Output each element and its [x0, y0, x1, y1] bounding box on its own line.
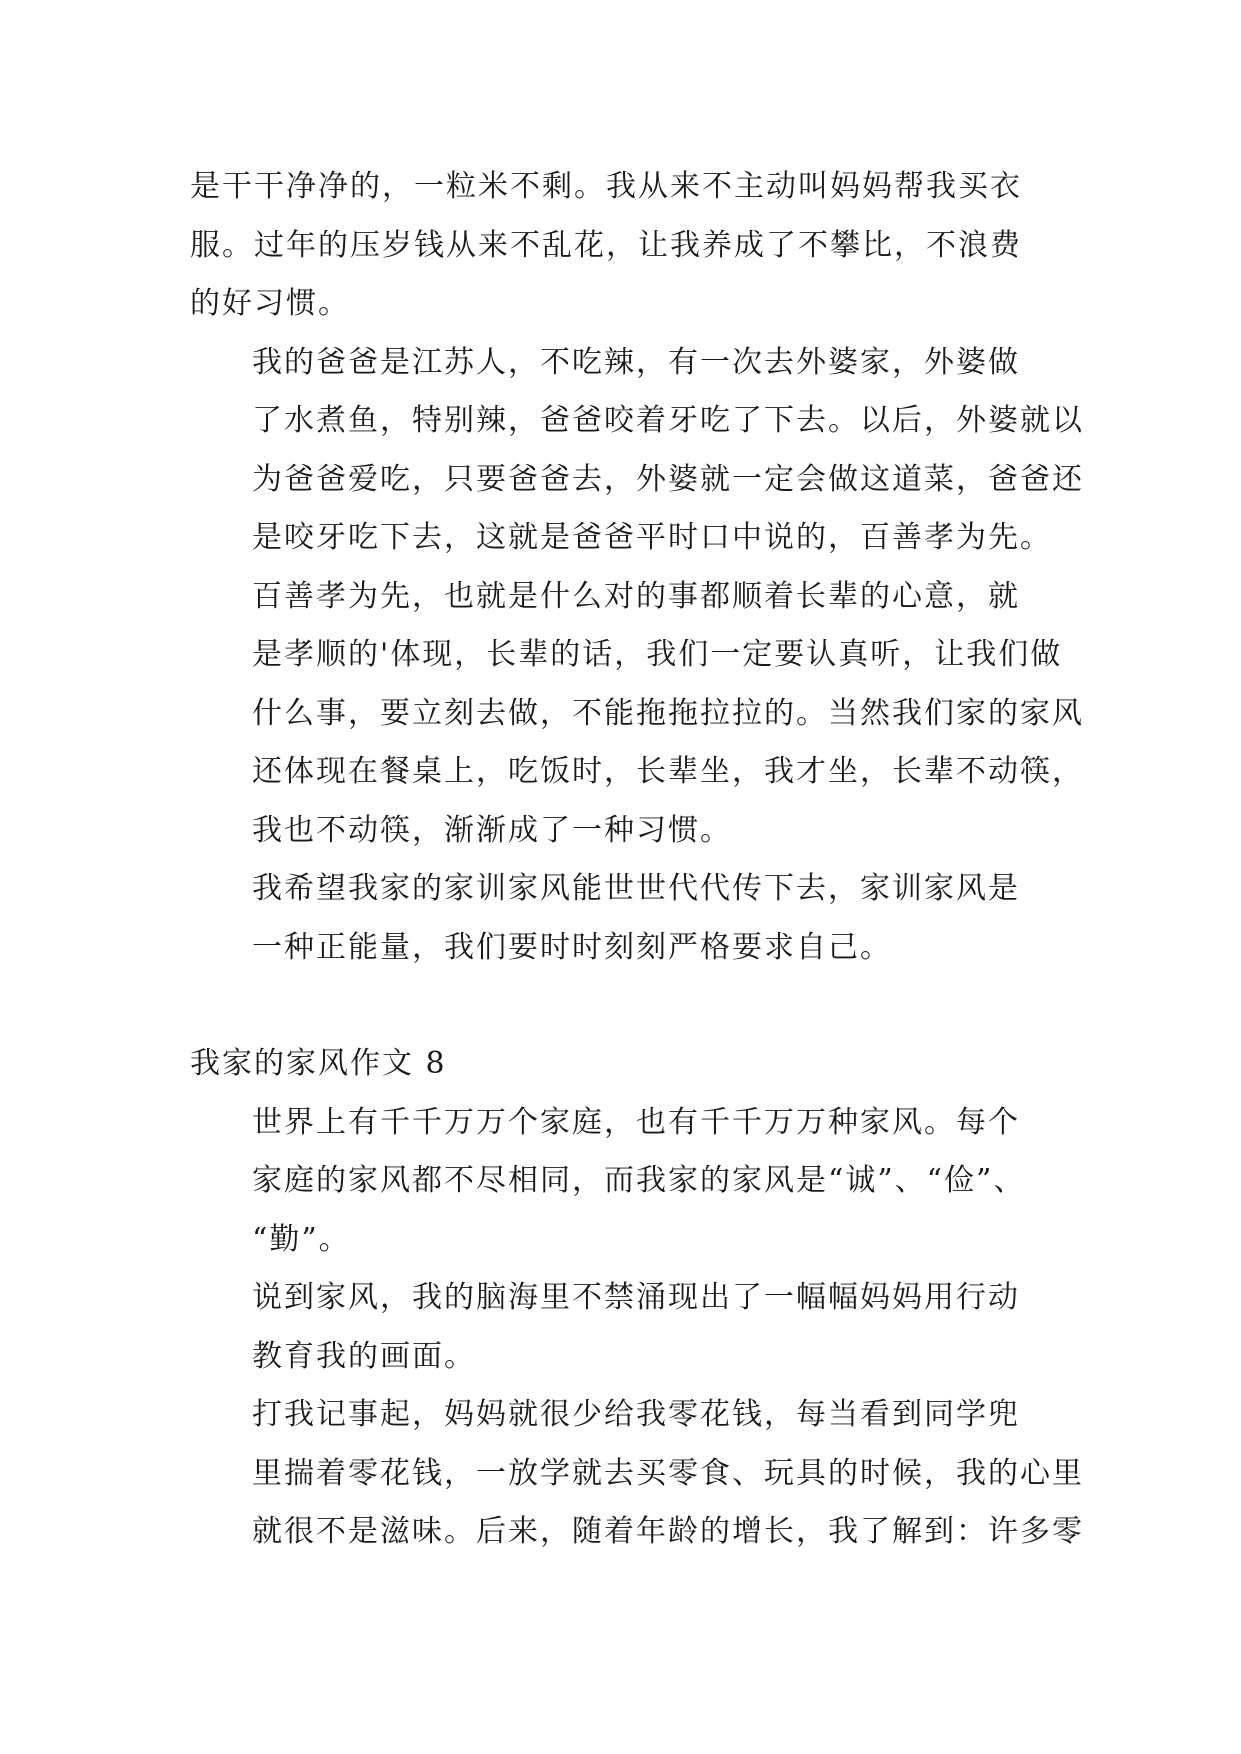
paragraph: [190, 1269, 1070, 1386]
text-line: 一种正能量，我们要时时刻刻严格要求自己。: [252, 929, 892, 965]
text-line: 教育我的画面。: [252, 1338, 476, 1374]
text-line: 百善孝为先，也就是什么对的事都顺着长辈的心意，就: [252, 578, 1020, 614]
paragraph: [190, 1094, 1070, 1270]
text-line: 家庭的家风都不尽相同，而我家的家风是“诚”、“俭”、: [252, 1163, 1026, 1198]
document-body: [190, 158, 1084, 1562]
text-line: 了水煮鱼，特别辣，爸爸咬着牙吃了下去。以后，外婆就以: [252, 403, 1084, 438]
text-line: 是干干净净的，一粒米不剩。我从来不主动叫妈妈帮我买衣: [190, 169, 1022, 204]
paragraph: [190, 1386, 1084, 1562]
text-line: 我家的家风作文 8: [190, 1046, 447, 1081]
text-line: 是孝顺的'体现，长辈的话，我们一定要认真听，让我们做: [252, 637, 1063, 672]
text-line: 服。过年的压岁钱从来不乱花，让我养成了不攀比，不浪费: [190, 227, 1022, 263]
text-line: 里揣着零花钱，一放学就去买零食、玩具的时候，我的心里: [252, 1455, 1084, 1491]
paragraph: [190, 158, 1070, 334]
paragraph: [190, 860, 1070, 977]
text-line: 我的爸爸是江苏人，不吃辣，有一次去外婆家，外婆做: [252, 344, 1020, 380]
text-line: 世界上有千千万万个家庭，也有千千万万种家风。每个: [252, 1104, 1020, 1140]
text-line: 我希望我家的家训家风能世世代代传下去，家训家风是: [252, 871, 1020, 906]
paragraph: [190, 568, 1084, 861]
text-line: 为爸爸爱吃，只要爸爸去，外婆就一定会做这道菜，爸爸还: [252, 461, 1084, 497]
text-line: 我也不动筷，渐渐成了一种习惯。: [252, 812, 732, 848]
text-line: 什么事，要立刻去做，不能拖拖拉拉的。当然我们家的家风: [252, 695, 1084, 731]
paragraph: [190, 334, 1084, 568]
text-line: 的好习惯。: [190, 286, 350, 321]
text-line: “勤”。: [252, 1221, 351, 1257]
text-line: 说到家风，我的脑海里不禁涌现出了一幅幅妈妈用行动: [252, 1280, 1020, 1315]
section-title: [190, 1035, 1070, 1094]
text-line: 打我记事起，妈妈就很少给我零花钱，每当看到同学兜: [252, 1397, 1020, 1432]
text-line: 还体现在餐桌上，吃饭时，长辈坐，我才坐，长辈不动筷，: [252, 754, 1084, 789]
text-line: 是咬牙吃下去，这就是爸爸平时口中说的，百善孝为先。: [252, 520, 1052, 555]
text-line: 就很不是滋味。后来，随着年龄的增长，我了解到：许多零: [252, 1514, 1084, 1549]
